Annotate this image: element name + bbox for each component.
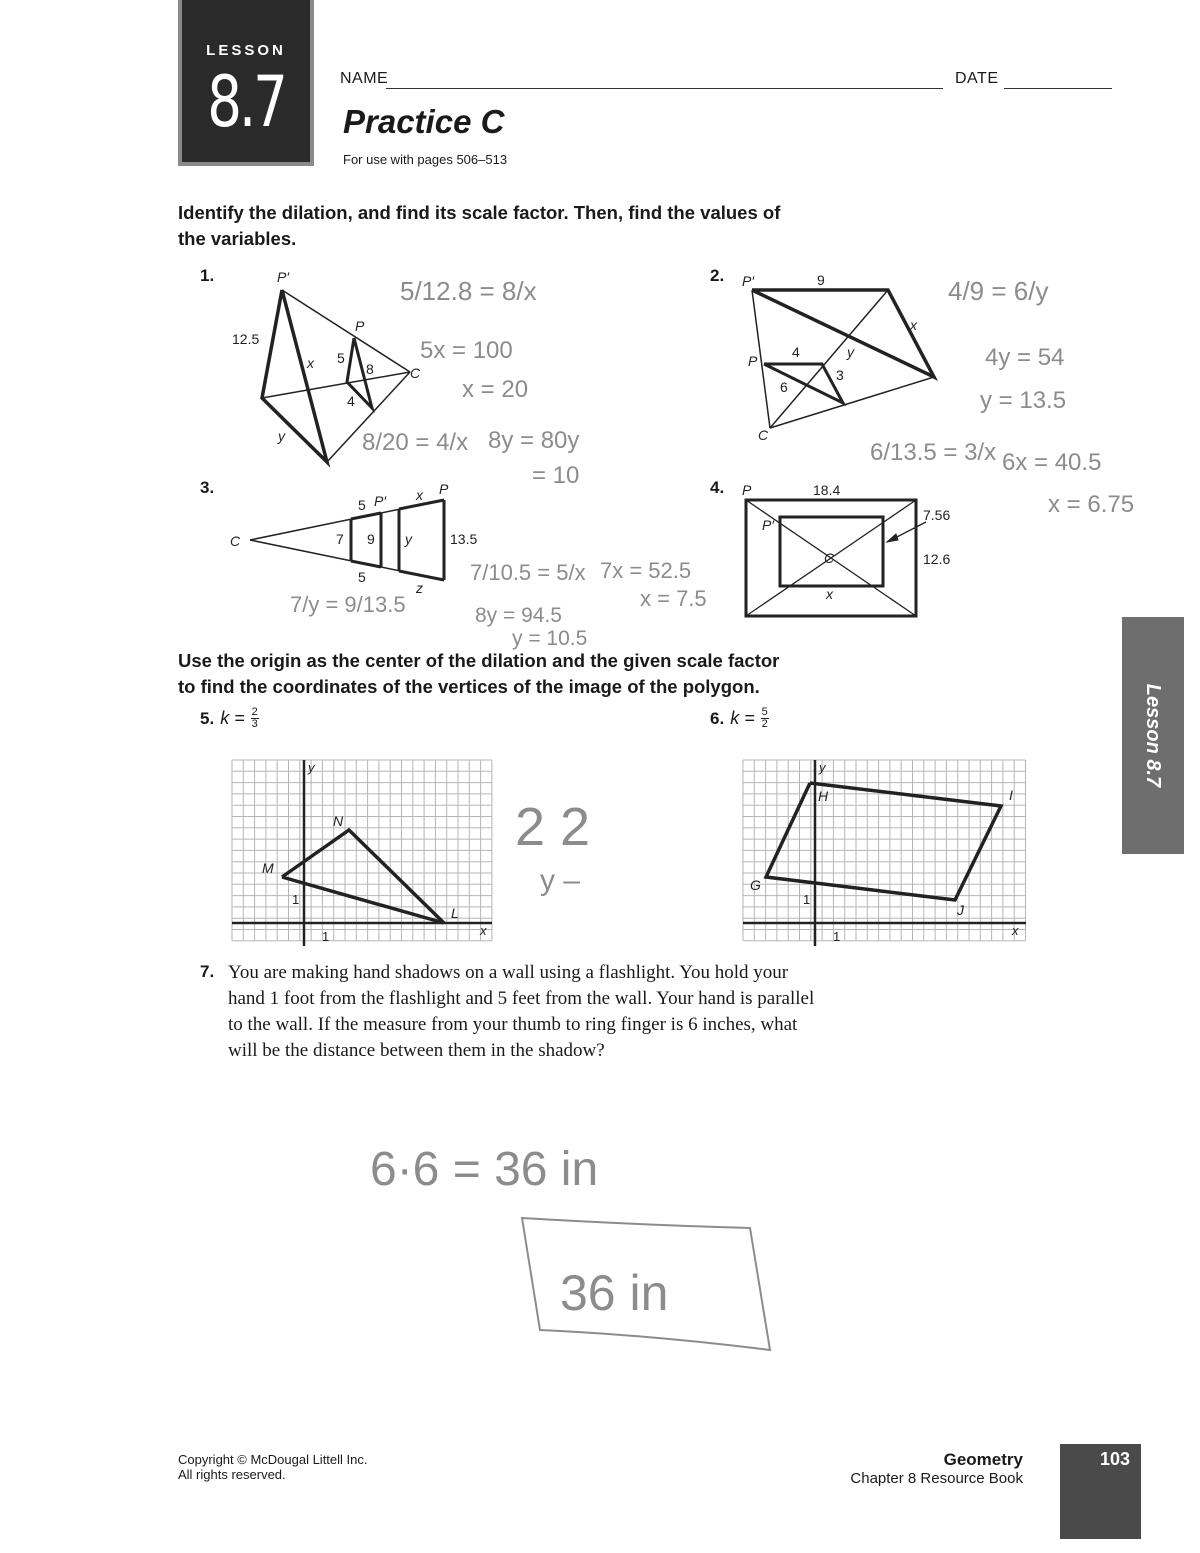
- handwriting-p3-x: x = 7.5: [640, 586, 707, 611]
- fig1-label-12-5: 12.5: [232, 331, 260, 347]
- fig4-label-x: x: [826, 586, 833, 602]
- fig2-label-4: 4: [792, 344, 800, 360]
- side-tab-label: Lesson 8.7: [1142, 683, 1165, 788]
- fig2-label-pprime: P′: [742, 273, 754, 289]
- page-title: Practice C: [343, 103, 505, 140]
- point-m-label: M: [262, 860, 274, 876]
- grid6-label-x: x: [1012, 923, 1019, 938]
- polygon-hijg: [766, 783, 1001, 900]
- grid5-one-y: 1: [292, 892, 300, 907]
- handwriting-p1-ratio: 5/12.8 = 8/x: [400, 276, 537, 306]
- problem-5-fraction: [251, 707, 259, 730]
- fig4-label-12-6: 12.6: [923, 551, 951, 567]
- problem-5-k: k =: [220, 708, 245, 728]
- fraction-6-numerator: 5: [761, 706, 768, 718]
- fig3-label-c: C: [230, 533, 241, 549]
- page-subtitle: For use with pages 506–513: [343, 152, 508, 167]
- handwriting-p2-eq2: 6x = 40.5: [1002, 449, 1102, 476]
- fig3-label-7: 7: [336, 531, 344, 547]
- section1-line2: the variables.: [178, 228, 297, 249]
- fig1-label-5: 5: [337, 350, 345, 366]
- fig1-label-p: P: [355, 318, 365, 334]
- name-label: NAME: [340, 70, 389, 87]
- point-n-label: N: [333, 813, 344, 829]
- problem-3-number: 3.: [200, 478, 215, 497]
- polygon-mnl: [282, 830, 444, 923]
- handwriting-p2-eq: 4y = 54: [985, 344, 1065, 371]
- handwriting-p3-ratio2: 7/y = 9/13.5: [290, 592, 406, 617]
- problem-6-number: 6.: [710, 708, 725, 728]
- problem-2-number: 2.: [710, 266, 725, 285]
- handwriting-p1-ratio2: 8/20 = 4/x: [362, 429, 469, 456]
- fig1-label-c: C: [410, 365, 421, 381]
- section2-instruction: [178, 648, 779, 700]
- handwriting-p2-y: y = 13.5: [980, 387, 1067, 414]
- fig1-label-4: 4: [347, 393, 355, 409]
- grid6-one-y: 1: [803, 892, 811, 907]
- fig3-label-x: x: [416, 487, 423, 503]
- handwriting-p3-ratio: 7/10.5 = 5/x: [470, 560, 586, 585]
- grid6-label-y: y: [819, 760, 826, 775]
- fig1-label-x: x: [307, 355, 314, 371]
- section2-line2: to find the coordinates of the vertices of the image of the polygon.: [178, 676, 760, 697]
- grid-6: [743, 760, 1026, 941]
- point-l-label: L: [451, 905, 459, 921]
- fig1-label-pprime: P′: [277, 269, 289, 285]
- fig3-label-9: 9: [367, 531, 375, 547]
- handwriting-p7-answer: 36 in: [560, 1265, 669, 1321]
- rights-text: All rights reserved.: [178, 1467, 286, 1482]
- problem-1-number: 1.: [200, 266, 215, 285]
- problem-6-k: k =: [730, 708, 755, 728]
- fig3-label-5-bottom: 5: [358, 569, 366, 585]
- fraction-5-denominator: 3: [251, 718, 258, 730]
- problem-4-number: 4.: [710, 478, 725, 497]
- handwriting-p5-digits: 2 2: [515, 797, 591, 857]
- problem-7-line2: hand 1 foot from the flashlight and 5 feet from the wall. Your hand is parallel: [228, 988, 815, 1009]
- lesson-label: LESSON: [206, 42, 286, 59]
- figure-2: [752, 290, 934, 428]
- handwriting-p2-ratio: 4/9 = 6/y: [948, 276, 1049, 306]
- copyright-text: Copyright © McDougal Littell Inc.: [178, 1452, 368, 1467]
- footer-book: Geometry: [943, 1450, 1023, 1469]
- problem-7-line1: You are making hand shadows on a wall using a flashlight. You hold your: [228, 962, 789, 983]
- fig3-label-y: y: [405, 531, 412, 547]
- handwriting-p1-eq: 5x = 100: [420, 337, 513, 364]
- handwriting-p2-ratio2: 6/13.5 = 3/x: [870, 439, 997, 466]
- handwriting-p5-mark: y –: [540, 864, 581, 897]
- problem-5-heading: [200, 707, 259, 730]
- date-label: DATE: [955, 70, 999, 87]
- footer-chapter: Chapter 8 Resource Book: [850, 1470, 1023, 1487]
- fraction-5-numerator: 2: [251, 706, 258, 718]
- section2-line1: Use the origin as the center of the dilation and the given scale factor: [178, 650, 780, 671]
- grid5-label-x: x: [480, 923, 487, 938]
- side-tab-label-wrap: [1122, 617, 1184, 854]
- fig2-label-9: 9: [817, 272, 825, 288]
- footer-copyright: [178, 1452, 368, 1482]
- fraction-6-denominator: 2: [761, 718, 768, 730]
- page-number: 103: [1099, 1449, 1130, 1469]
- point-h-label: H: [818, 788, 829, 804]
- fig3-label-5-top: 5: [358, 497, 366, 513]
- point-g-label: G: [750, 877, 761, 893]
- handwriting-p1-y: = 10: [532, 462, 580, 489]
- handwriting-p3-eq2: 8y = 94.5: [475, 604, 562, 627]
- problem-6-fraction: [761, 707, 769, 730]
- problem-7-number: 7.: [200, 962, 215, 981]
- fig3-label-p: P: [439, 481, 449, 497]
- handwriting-p3-y: y = 10.5: [512, 627, 588, 650]
- point-i-label: I: [1009, 787, 1013, 803]
- handwriting-p1-x: x = 20: [462, 376, 529, 403]
- problem-7-line4: will be the distance between them in the shadow?: [228, 1040, 605, 1061]
- fig2-label-6: 6: [780, 379, 788, 395]
- problem-7-line3: to the wall. If the measure from your thumb to ring finger is 6 inches, what: [228, 1014, 798, 1035]
- grid5-label-y: y: [308, 760, 315, 775]
- fig2-label-x: x: [910, 317, 917, 333]
- fig3-label-13-5: 13.5: [450, 531, 478, 547]
- handwriting-p7-work: 6·6 = 36 in: [370, 1143, 599, 1196]
- handwriting-p3-eq: 7x = 52.5: [600, 558, 692, 583]
- handwriting-p1-eq2: 8y = 80y: [488, 427, 580, 454]
- point-j-label: J: [957, 902, 964, 918]
- figure-3: [250, 500, 444, 580]
- grid5-one-x: 1: [322, 929, 330, 944]
- fig1-label-y: y: [278, 428, 285, 444]
- section1-line1: Identify the dilation, and find its scale factor. Then, find the values of: [178, 202, 781, 223]
- fig4-label-p: P: [742, 482, 752, 498]
- handwriting-p2-x: x = 6.75: [1048, 491, 1135, 518]
- fig4-label-pprime: P′: [762, 517, 774, 533]
- fig2-label-y: y: [847, 344, 854, 360]
- fig3-label-z: z: [416, 580, 423, 596]
- problem-6-heading: [710, 707, 769, 730]
- fig2-label-3: 3: [836, 367, 844, 383]
- problem-5-number: 5.: [200, 708, 215, 728]
- fig3-label-pprime: P′: [374, 493, 386, 509]
- lesson-number: 8.7: [207, 61, 285, 143]
- fig4-label-7-56: 7.56: [923, 507, 951, 523]
- fig2-label-c: C: [758, 427, 769, 443]
- grid6-one-x: 1: [833, 929, 841, 944]
- fig1-label-8: 8: [366, 361, 374, 377]
- fig4-label-18-4: 18.4: [813, 482, 841, 498]
- problem-7-text: [228, 960, 814, 1064]
- fig4-label-c: C: [824, 550, 835, 566]
- fig2-label-p: P: [748, 353, 758, 369]
